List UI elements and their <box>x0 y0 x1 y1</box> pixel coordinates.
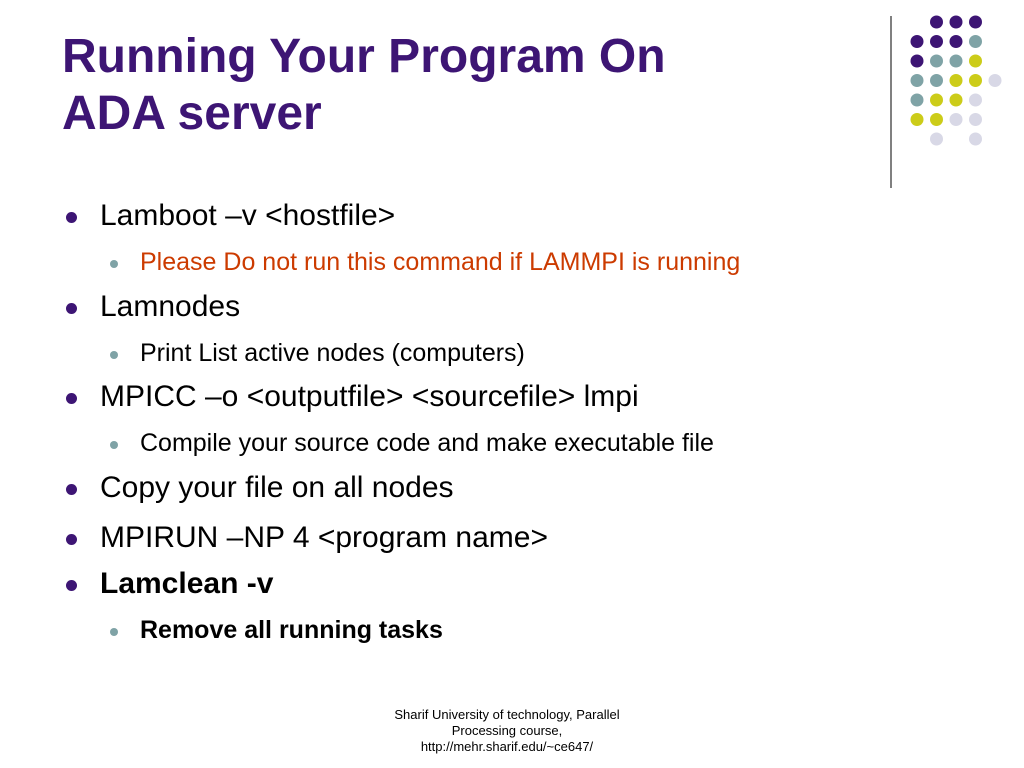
decorative-dot <box>930 94 943 107</box>
decorative-dot <box>969 113 982 126</box>
bullet-dot-icon <box>66 212 77 223</box>
decorative-dot <box>930 113 943 126</box>
decorative-dot <box>969 35 982 48</box>
title-divider-line <box>890 16 892 188</box>
bullet-text: Lamclean -v <box>100 567 274 600</box>
decorative-dot <box>950 35 963 48</box>
sub-bullet-text: Please Do not run this command if LAMMPI is running <box>140 248 741 276</box>
decorative-dot <box>930 55 943 68</box>
bullet-text: MPICC –o <outputfile> <sourcefile> lmpi <box>100 380 639 413</box>
decorative-dot <box>930 74 943 87</box>
decorative-dot <box>911 94 924 107</box>
decorative-dot <box>930 16 943 29</box>
bullet-text: Copy your file on all nodes <box>100 471 454 504</box>
decorative-dot <box>969 55 982 68</box>
decorative-dot <box>950 94 963 107</box>
bullet-text: MPIRUN –NP 4 <program name> <box>100 521 548 554</box>
decorative-dot <box>969 16 982 29</box>
footer-line-3: http://mehr.sharif.edu/~ce647/ <box>420 739 594 754</box>
decorative-dot <box>911 74 924 87</box>
bullet-dot-icon <box>66 534 77 545</box>
decorative-dot <box>950 113 963 126</box>
decorative-dot-grid <box>905 12 1017 164</box>
sub-bullet-dot-icon <box>110 441 118 449</box>
bullet-dot-icon <box>66 484 77 495</box>
slide-title <box>62 28 822 142</box>
footer-line-1: Sharif University of technology, Parallel <box>394 707 620 722</box>
decorative-dot <box>911 35 924 48</box>
sub-bullet-text: Print List active nodes (computers) <box>140 339 525 367</box>
bullet-dot-icon <box>66 580 77 591</box>
bullet-dot-icon <box>66 303 77 314</box>
slide-title-line-2: ADA server <box>62 87 322 140</box>
sub-bullet-dot-icon <box>110 260 118 268</box>
sub-bullet-text: Remove all running tasks <box>140 616 443 644</box>
footer-line-2: Processing course, <box>451 723 563 738</box>
decorative-dot <box>911 113 924 126</box>
bullet-dot-icon <box>66 393 77 404</box>
slide-footer <box>372 707 642 755</box>
decorative-dot <box>911 55 924 68</box>
decorative-dot <box>950 16 963 29</box>
decorative-dot <box>930 35 943 48</box>
bullet-text: Lamnodes <box>100 290 241 323</box>
sub-bullet-dot-icon <box>110 351 118 359</box>
decorative-dot <box>950 74 963 87</box>
sub-bullet-text: Compile your source code and make executable file <box>140 429 714 457</box>
decorative-dot <box>969 94 982 107</box>
decorative-dot <box>950 55 963 68</box>
sub-bullet-dot-icon <box>110 628 118 636</box>
decorative-dot <box>969 74 982 87</box>
slide-title-line-1: Running Your Program On <box>62 30 666 83</box>
decorative-dot <box>969 133 982 146</box>
decorative-dot <box>930 133 943 146</box>
bullet-text: Lamboot –v <hostfile> <box>100 199 396 232</box>
decorative-dot <box>989 74 1002 87</box>
